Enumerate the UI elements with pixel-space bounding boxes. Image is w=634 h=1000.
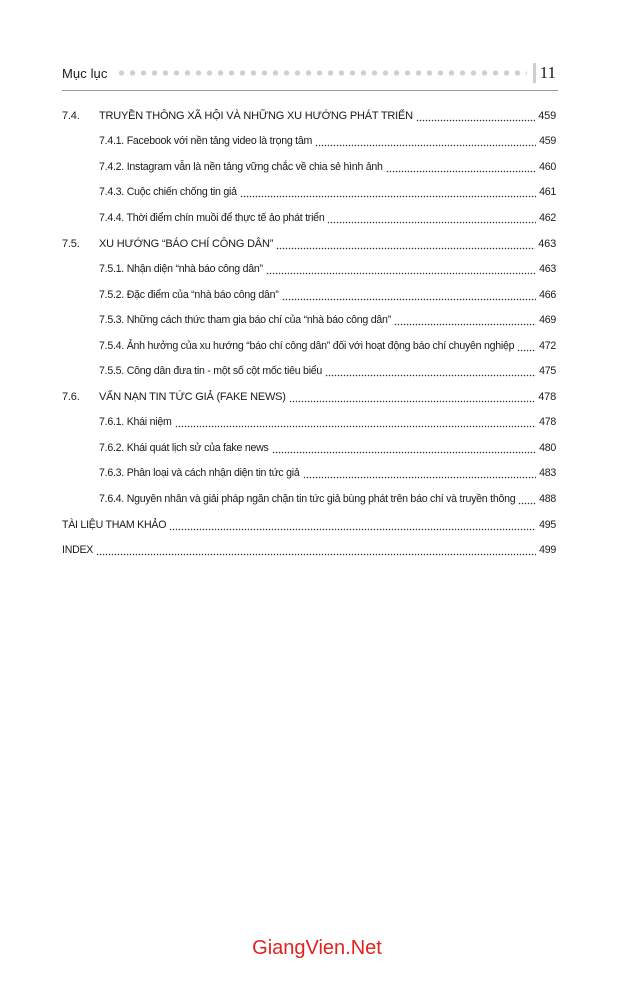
toc-entry [62,435,556,461]
toc-entry-title: 7.5.1. Nhận diện “nhà báo công dân” [99,263,263,276]
dot-leader [276,242,535,252]
toc-entry-page: 463 [539,263,556,276]
toc-entry-title: VẤN NẠN TIN TỨC GIẢ (FAKE NEWS) [99,390,286,403]
dot-leader [289,395,535,405]
table-of-contents [62,103,556,563]
toc-entry [62,537,556,563]
dot-leader [240,190,536,200]
toc-entry-page: 459 [538,109,556,122]
toc-entry-page: 461 [539,186,556,199]
toc-entry-number: 7.4. [62,109,80,122]
dot-leader [327,216,536,226]
dot-leader [315,139,536,149]
toc-entry [62,129,556,155]
dot-leader [416,114,535,124]
toc-entry [62,231,556,257]
dot-leader [96,548,536,558]
toc-entry-title: TÀI LIỆU THAM KHẢO [62,518,167,531]
toc-entry-title: 7.5.2. Đặc điểm của “nhà báo công dân” [99,288,279,301]
toc-entry-page: 463 [538,237,556,250]
dot-leader [386,165,536,175]
toc-entry-title: 7.4.4. Thời điểm chín muồi để thực tế ảo phát triển [99,211,325,224]
toc-entry-title: 7.6.4. Nguyên nhân và giải pháp ngăn chặn tin tức giả bùng phát trên báo chí và truyền thông [99,492,516,505]
toc-entry [62,461,556,487]
toc-entry-title: 7.5.3. Những cách thức tham gia báo chí của “nhà báo công dân” [99,314,391,327]
toc-entry-page: 478 [539,416,556,429]
toc-entry-page: 499 [539,544,556,557]
header-title: Mục lục [62,65,108,81]
toc-entry-title: 7.6.2. Khái quát lịch sử của fake news [99,441,269,454]
toc-entry [62,103,556,129]
toc-entry-title: 7.4.3. Cuộc chiến chống tin giả [99,186,237,199]
dot-leader [518,497,536,507]
toc-entry-page: 462 [539,211,556,224]
toc-entry-number: 7.6. [62,390,80,403]
toc-entry-page: 460 [539,160,556,173]
toc-entry-title: TRUYỀN THÔNG XÃ HỘI VÀ NHỮNG XU HƯỚNG PHÁT TRIỂN [99,109,413,122]
toc-entry-page: 488 [539,492,556,505]
toc-entry-page: 475 [539,365,556,378]
toc-entry [62,180,556,206]
toc-entry-title: 7.4.2. Instagram vẫn là nền tảng vững chắc về chia sẻ hình ảnh [99,160,383,173]
page-header [62,60,560,86]
toc-entry [62,384,556,410]
toc-entry-title: 7.4.1. Facebook với nền tảng video là trọng tâm [99,135,313,148]
toc-entry-page: 480 [539,441,556,454]
toc-entry [62,282,556,308]
toc-entry [62,486,556,512]
dot-leader [394,318,536,328]
toc-entry [62,410,556,436]
toc-entry [62,256,556,282]
header-ornament [116,66,527,80]
toc-entry-title: XU HƯỚNG “BÁO CHÍ CÔNG DÂN” [99,237,274,250]
dot-leader [282,293,537,303]
toc-entry-page: 466 [539,288,556,301]
toc-entry-page: 478 [538,390,556,403]
dot-leader [266,267,536,277]
toc-entry-page: 459 [539,135,556,148]
toc-entry [62,154,556,180]
toc-entry-title: 7.6.3. Phân loại và cách nhận diện tin tức giả [99,467,300,480]
toc-entry-title: 7.5.4. Ảnh hưởng của xu hướng “báo chí công dân” đối với hoạt động báo chí chuyên nghiệp [99,339,515,352]
toc-entry [62,358,556,384]
dot-leader [517,344,536,354]
toc-entry-page: 495 [539,518,556,531]
dot-leader [175,420,537,430]
toc-entry-title: INDEX [62,544,94,557]
toc-entry-page: 472 [539,339,556,352]
toc-entry-title: 7.6.1. Khái niệm [99,416,172,429]
toc-entry [62,512,556,538]
toc-entry-title: 7.5.5. Công dân đưa tin - một số cột mốc tiêu biểu [99,365,323,378]
toc-entry [62,307,556,333]
toc-entry-page: 483 [539,467,556,480]
toc-entry-number: 7.5. [62,237,80,250]
toc-entry [62,205,556,231]
watermark: GiangVien.Net [252,937,382,959]
dot-leader [272,446,537,456]
toc-entry [62,333,556,359]
header-rule [62,90,558,91]
dot-leader [169,523,536,533]
header-page-number: 11 [533,63,560,83]
dot-leader [303,471,537,481]
toc-entry-page: 469 [539,314,556,327]
dot-leader [325,369,536,379]
